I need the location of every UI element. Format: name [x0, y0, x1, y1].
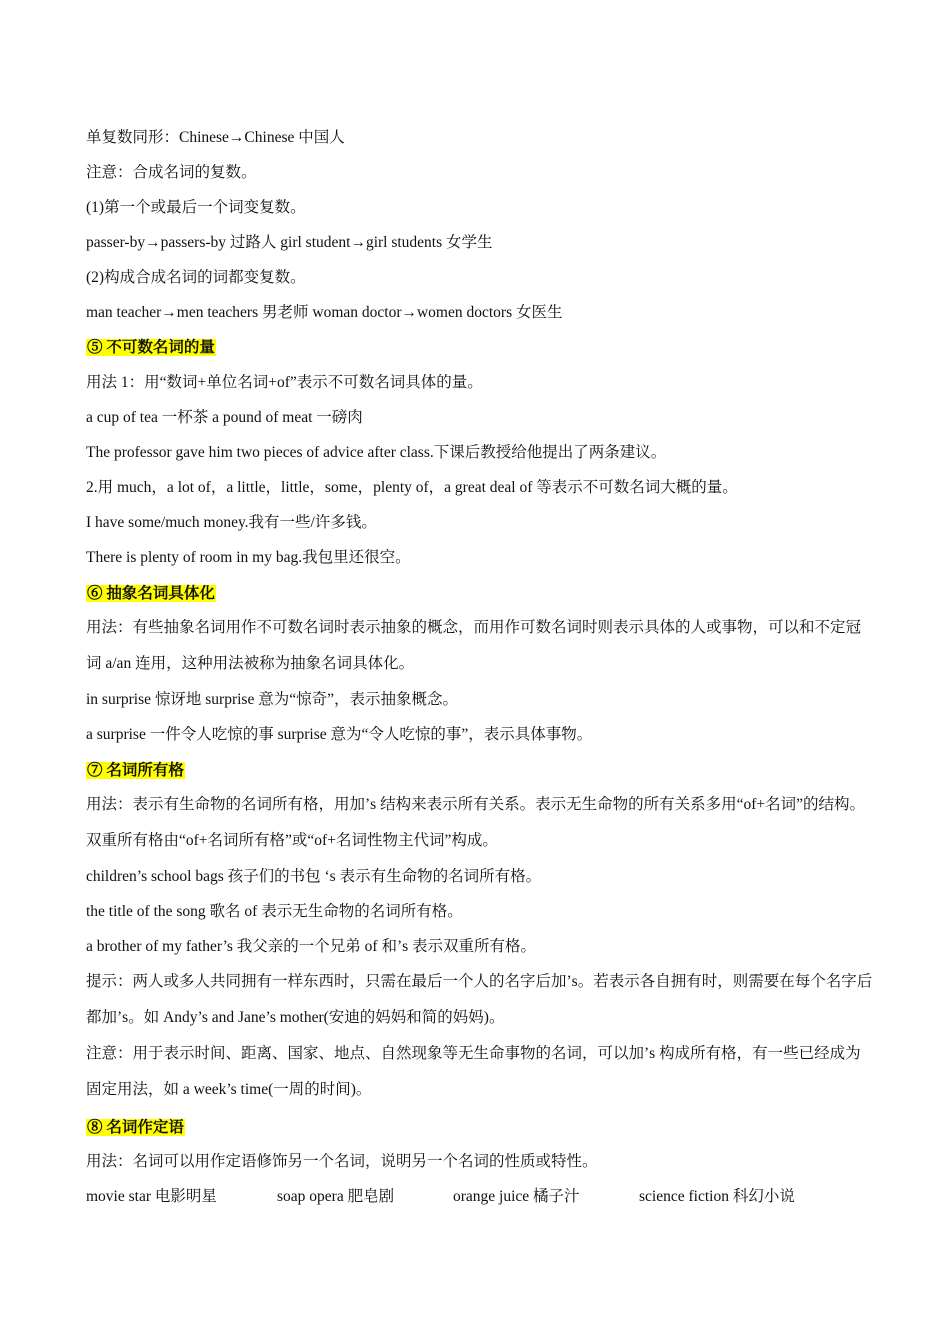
- paragraph: 用法：有些抽象名词用作不可数名词时表示抽象的概念，而用作可数名词时则表示具体的人或事物，可以和不定冠词 a/an 连用，这种用法被称为抽象名词具体化。: [86, 619, 862, 672]
- text-line: man teacher→men teachers 男老师 woman doctor→women doctors 女医生: [86, 304, 563, 321]
- example-item: orange juice 橘子汁: [453, 1188, 580, 1205]
- section-heading: ⑤ 不可数名词的量: [87, 339, 215, 356]
- text-line: I have some/much money.我有一些/许多钱。: [86, 514, 377, 531]
- text-line: The professor gave him two pieces of advice after class.下课后教授给他提出了两条建议。: [86, 444, 667, 461]
- text-line: (2)构成合成名词的词都变复数。: [86, 269, 306, 286]
- section-7: [86, 761, 876, 781]
- note-paragraph: 注意：用于表示时间、距离、国家、地点、自然现象等无生命事物的名词，可以加’s 构成所有格，有一些已经成为固定用法，如 a week’s time(一周的时间)。: [86, 1045, 861, 1098]
- example-item: soap opera 肥皂剧: [277, 1188, 395, 1205]
- text-line: in surprise 惊讶地 surprise 意为“惊奇”，表示抽象概念。: [86, 691, 458, 708]
- section-heading: ⑥ 抽象名词具体化: [87, 585, 215, 602]
- text-line: the title of the song 歌名 of 表示无生命物的名词所有格。: [86, 903, 463, 920]
- text-line: 单复数同形：Chinese→Chinese 中国人: [86, 129, 345, 146]
- text-line: a cup of tea 一杯茶 a pound of meat 一磅肉: [86, 409, 363, 426]
- text-line: 用法：名词可以用作定语修饰另一个名词，说明另一个名词的性质或特性。: [86, 1153, 598, 1170]
- section-5: [86, 338, 876, 358]
- text-line: 用法 1：用“数词+单位名词+of”表示不可数名词具体的量。: [86, 374, 483, 391]
- section-8: [86, 1118, 876, 1138]
- text-line: (1)第一个或最后一个词变复数。: [86, 199, 306, 216]
- example-item: science fiction 科幻小说: [639, 1188, 795, 1205]
- tip-paragraph: 提示：两人或多人共同拥有一样东西时，只需在最后一个人的名字后加’s。若表示各自拥有时，则需要在每个名字后都加’s。如 Andy’s and Jane’s mother(安迪的妈妈和简的妈妈)。: [86, 973, 873, 1026]
- paragraph: 用法：表示有生命物的名词所有格，用加’s 结构来表示所有关系。表示无生命物的所有关系多用“of+名词”的结构。双重所有格由“of+名词所有格”或“of+名词性物主代词”构成。: [86, 796, 865, 849]
- section-heading: ⑧ 名词作定语: [87, 1119, 184, 1136]
- text-line: children’s school bags 孩子们的书包 ‘s 表示有生命物的名词所有格。: [86, 868, 542, 885]
- example-item: movie star 电影明星: [86, 1188, 217, 1205]
- text-line: 注意：合成名词的复数。: [86, 164, 257, 181]
- text-line: a surprise 一件令人吃惊的事 surprise 意为“令人吃惊的事”，表示具体事物。: [86, 726, 593, 743]
- section-heading: ⑦ 名词所有格: [87, 762, 184, 779]
- text-line: passer-by→passers-by 过路人 girl student→girl students 女学生: [86, 234, 493, 251]
- text-line: a brother of my father’s 我父亲的一个兄弟 of 和’s 表示双重所有格。: [86, 938, 537, 955]
- text-line: There is plenty of room in my bag.我包里还很空。: [86, 549, 411, 566]
- section-6: [86, 584, 876, 604]
- text-line: 2.用 much，a lot of，a little，little，some，plenty of，a great deal of 等表示不可数名词大概的量。: [86, 479, 738, 496]
